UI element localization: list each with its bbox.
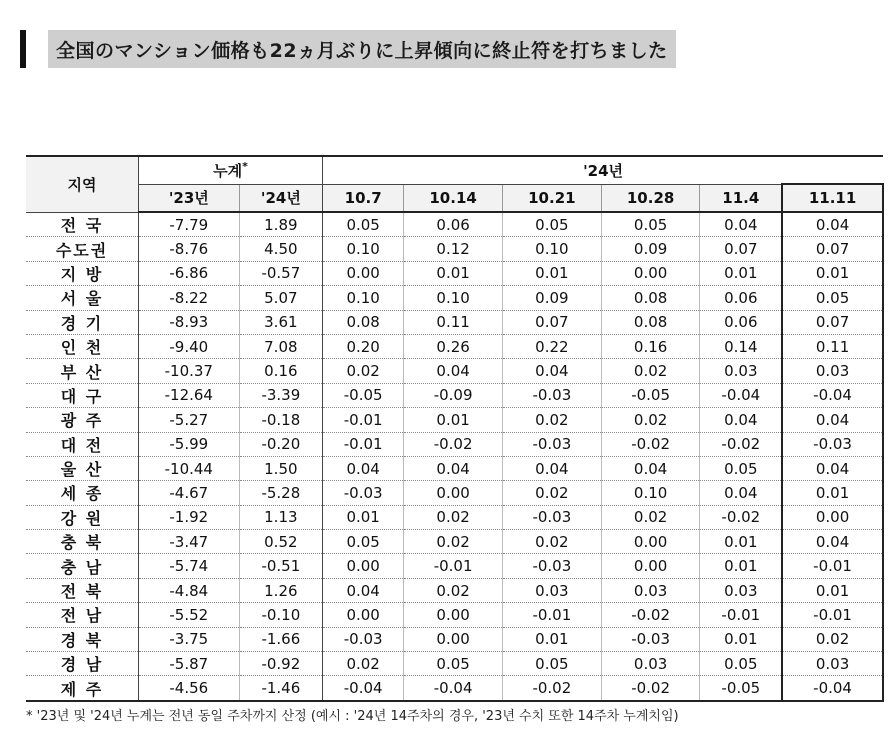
weekly-change-cell: 0.04: [700, 481, 782, 505]
weekly-change-cell: 0.02: [404, 530, 503, 554]
weekly-change-cell: 0.03: [700, 359, 782, 383]
weekly-change-cell: 0.02: [404, 578, 503, 602]
weekly-change-cell: 0.01: [782, 578, 883, 602]
weekly-change-cell: -0.04: [782, 383, 883, 407]
weekly-change-cell: 0.10: [323, 237, 404, 261]
weekly-change-cell: -0.03: [323, 481, 404, 505]
weekly-change-cell: 0.01: [700, 261, 782, 285]
region-cell: 서 울: [26, 286, 139, 310]
weekly-change-cell: -0.01: [323, 432, 404, 456]
week-col-header: 10.14: [404, 184, 503, 212]
weekly-change-cell: -0.02: [700, 505, 782, 529]
weekly-change-cell: 0.00: [404, 627, 503, 651]
table-row: [26, 554, 883, 578]
weekly-change-cell: 0.03: [700, 578, 782, 602]
weekly-change-cell: 0.26: [404, 334, 503, 358]
weekly-change-cell: 0.05: [323, 530, 404, 554]
cumulative-23-cell: -5.87: [139, 652, 240, 676]
region-cell: 충 남: [26, 554, 139, 578]
cumulative-header-label: 누계: [213, 161, 243, 180]
cumulative-24-cell: 1.50: [239, 456, 323, 480]
weekly-change-cell: -0.01: [323, 408, 404, 432]
weekly-change-cell: 0.02: [601, 359, 700, 383]
weekly-change-cell: 0.01: [782, 261, 883, 285]
weekly-change-cell: 0.20: [323, 334, 404, 358]
weekly-change-cell: 0.02: [323, 652, 404, 676]
week-col-header: 11.4: [700, 184, 782, 212]
table-row: [26, 237, 883, 261]
cumulative-24-cell: 7.08: [239, 334, 323, 358]
table-row: [26, 383, 883, 407]
weekly-change-cell: -0.01: [782, 554, 883, 578]
cumulative-24-cell: -0.51: [239, 554, 323, 578]
region-cell: 대 구: [26, 383, 139, 407]
cumulative-23-cell: -4.84: [139, 578, 240, 602]
cumulative-23-cell: -5.27: [139, 408, 240, 432]
weekly-change-cell: 0.08: [601, 310, 700, 334]
weekly-change-cell: 0.10: [404, 286, 503, 310]
weekly-change-cell: 0.02: [323, 359, 404, 383]
cumulative-23-cell: -3.47: [139, 530, 240, 554]
table-row: [26, 530, 883, 554]
weekly-change-cell: -0.01: [782, 603, 883, 627]
weekly-change-cell: -0.09: [404, 383, 503, 407]
table-row: [26, 310, 883, 334]
region-cell: 제 주: [26, 676, 139, 701]
weekly-change-cell: 0.14: [700, 334, 782, 358]
table-row: [26, 676, 883, 701]
table-row: [26, 286, 883, 310]
weekly-change-cell: 0.04: [502, 456, 601, 480]
cumulative-23-cell: -3.75: [139, 627, 240, 651]
weekly-change-cell: -0.02: [601, 676, 700, 701]
weekly-change-cell: 0.05: [700, 652, 782, 676]
cumulative-23-cell: -4.56: [139, 676, 240, 701]
week-col-header: 10.28: [601, 184, 700, 212]
region-cell: 경 북: [26, 627, 139, 651]
cumulative-footnote-mark: *: [242, 159, 248, 173]
table-row: [26, 603, 883, 627]
title-block: [20, 30, 676, 68]
weekly-change-cell: -0.04: [323, 676, 404, 701]
weekly-change-cell: 0.04: [782, 408, 883, 432]
weekly-change-cell: 0.03: [601, 578, 700, 602]
weekly-change-cell: 0.00: [601, 261, 700, 285]
weekly-change-cell: 0.00: [601, 554, 700, 578]
weekly-change-cell: 0.07: [700, 237, 782, 261]
weekly-change-cell: 0.08: [323, 310, 404, 334]
region-cell: 강 원: [26, 505, 139, 529]
weekly-change-cell: -0.03: [782, 432, 883, 456]
weekly-change-cell: 0.05: [323, 212, 404, 237]
cumulative-23-cell: -5.99: [139, 432, 240, 456]
table-header-row-2: [26, 184, 883, 212]
weekly-change-cell: 0.00: [323, 554, 404, 578]
weekly-change-cell: -0.03: [502, 432, 601, 456]
weekly-change-cell: 0.03: [782, 652, 883, 676]
weekly-change-cell: 0.02: [782, 627, 883, 651]
weekly-change-cell: -0.02: [404, 432, 503, 456]
cumulative-col-header: '24년: [239, 184, 323, 212]
footnote: * '23년 및 '24년 누계는 전년 동일 주차까지 산정 (예시 : '24년 14주차의 경우, '23년 수치 또한 14주차 누계치임): [26, 709, 679, 724]
table-header-row-1: [26, 156, 883, 184]
weekly-change-cell: -0.04: [700, 383, 782, 407]
cumulative-23-cell: -5.52: [139, 603, 240, 627]
weekly-change-cell: 0.02: [502, 408, 601, 432]
weekly-change-cell: 0.02: [601, 408, 700, 432]
cumulative-23-cell: -8.93: [139, 310, 240, 334]
cumulative-24-cell: -0.57: [239, 261, 323, 285]
weekly-change-cell: 0.06: [700, 310, 782, 334]
region-cell: 광 주: [26, 408, 139, 432]
table-row: [26, 432, 883, 456]
table-row: [26, 334, 883, 358]
weekly-change-cell: 0.12: [404, 237, 503, 261]
weekly-change-cell: -0.04: [404, 676, 503, 701]
weekly-change-cell: 0.00: [323, 603, 404, 627]
weekly-change-cell: -0.01: [700, 603, 782, 627]
weekly-change-cell: 0.02: [502, 481, 601, 505]
weekly-change-cell: 0.01: [323, 505, 404, 529]
weekly-change-cell: -0.02: [502, 676, 601, 701]
weekly-change-cell: 0.03: [502, 578, 601, 602]
cumulative-24-cell: -3.39: [239, 383, 323, 407]
cumulative-24-cell: -0.20: [239, 432, 323, 456]
weekly-change-cell: 0.03: [601, 652, 700, 676]
weekly-change-cell: 0.01: [782, 481, 883, 505]
region-cell: 수도권: [26, 237, 139, 261]
weekly-change-cell: 0.11: [404, 310, 503, 334]
weekly-change-cell: 0.00: [601, 530, 700, 554]
weekly-change-cell: 0.04: [700, 212, 782, 237]
table-row: [26, 578, 883, 602]
weekly-change-cell: -0.03: [323, 627, 404, 651]
weekly-change-cell: 0.04: [782, 212, 883, 237]
cumulative-23-cell: -8.22: [139, 286, 240, 310]
year-group-header: '24년: [323, 156, 883, 184]
cumulative-24-cell: 5.07: [239, 286, 323, 310]
cumulative-23-cell: -6.86: [139, 261, 240, 285]
cumulative-24-cell: 1.89: [239, 212, 323, 237]
region-cell: 대 전: [26, 432, 139, 456]
weekly-change-cell: 0.00: [323, 261, 404, 285]
weekly-change-cell: 0.10: [502, 237, 601, 261]
weekly-change-cell: 0.04: [404, 456, 503, 480]
weekly-change-cell: 0.09: [601, 237, 700, 261]
week-col-header: 10.21: [502, 184, 601, 212]
region-cell: 세 종: [26, 481, 139, 505]
weekly-change-cell: 0.05: [502, 652, 601, 676]
table-row: [26, 627, 883, 651]
weekly-change-cell: 0.05: [700, 456, 782, 480]
cumulative-23-cell: -4.67: [139, 481, 240, 505]
cumulative-23-cell: -7.79: [139, 212, 240, 237]
region-cell: 인 천: [26, 334, 139, 358]
region-header: 지역: [26, 156, 139, 212]
cumulative-23-cell: -5.74: [139, 554, 240, 578]
weekly-change-cell: 0.02: [502, 530, 601, 554]
weekly-change-cell: 0.04: [323, 456, 404, 480]
weekly-change-cell: 0.11: [782, 334, 883, 358]
weekly-change-cell: 0.01: [502, 261, 601, 285]
cumulative-23-cell: -10.44: [139, 456, 240, 480]
weekly-change-cell: -0.05: [323, 383, 404, 407]
weekly-change-cell: 0.05: [782, 286, 883, 310]
weekly-change-cell: -0.01: [404, 554, 503, 578]
weekly-change-cell: 0.05: [404, 652, 503, 676]
week-col-header: 11.11: [782, 184, 883, 212]
weekly-change-cell: 0.09: [502, 286, 601, 310]
table-row: [26, 261, 883, 285]
cumulative-col-header: '23년: [139, 184, 240, 212]
table-row: [26, 481, 883, 505]
price-change-table: [26, 155, 884, 702]
page-title: 全国のマンション価格も22ヵ月ぶりに上昇傾向に終止符を打ちました: [48, 30, 676, 68]
cumulative-24-cell: 4.50: [239, 237, 323, 261]
weekly-change-cell: 0.10: [601, 481, 700, 505]
cumulative-24-cell: 0.52: [239, 530, 323, 554]
table-row: [26, 652, 883, 676]
weekly-change-cell: 0.07: [782, 310, 883, 334]
weekly-change-cell: 0.04: [323, 578, 404, 602]
weekly-change-cell: -0.03: [502, 383, 601, 407]
weekly-change-cell: 0.06: [404, 212, 503, 237]
weekly-change-cell: 0.03: [782, 359, 883, 383]
weekly-change-cell: 0.00: [404, 481, 503, 505]
table-body: [26, 212, 883, 701]
cumulative-header: [139, 156, 323, 184]
weekly-change-cell: 0.04: [601, 456, 700, 480]
weekly-change-cell: -0.03: [502, 554, 601, 578]
table-row: [26, 359, 883, 383]
weekly-change-cell: -0.01: [502, 603, 601, 627]
region-cell: 전 남: [26, 603, 139, 627]
weekly-change-cell: 0.00: [404, 603, 503, 627]
weekly-change-cell: 0.08: [601, 286, 700, 310]
cumulative-24-cell: 1.13: [239, 505, 323, 529]
table-row: [26, 408, 883, 432]
weekly-change-cell: 0.05: [601, 212, 700, 237]
weekly-change-cell: -0.03: [502, 505, 601, 529]
weekly-change-cell: 0.04: [404, 359, 503, 383]
weekly-change-cell: -0.03: [601, 627, 700, 651]
region-cell: 전 국: [26, 212, 139, 237]
weekly-change-cell: -0.02: [601, 432, 700, 456]
cumulative-24-cell: -1.66: [239, 627, 323, 651]
weekly-change-cell: 0.01: [502, 627, 601, 651]
weekly-change-cell: 0.01: [404, 408, 503, 432]
weekly-change-cell: 0.10: [323, 286, 404, 310]
weekly-change-cell: -0.02: [700, 432, 782, 456]
region-cell: 경 남: [26, 652, 139, 676]
weekly-change-cell: 0.01: [404, 261, 503, 285]
weekly-change-cell: 0.04: [782, 530, 883, 554]
cumulative-23-cell: -1.92: [139, 505, 240, 529]
weekly-change-cell: -0.04: [782, 676, 883, 701]
weekly-change-cell: 0.07: [782, 237, 883, 261]
weekly-change-cell: 0.16: [601, 334, 700, 358]
weekly-change-cell: 0.02: [404, 505, 503, 529]
cumulative-23-cell: -9.40: [139, 334, 240, 358]
cumulative-24-cell: -0.92: [239, 652, 323, 676]
cumulative-23-cell: -12.64: [139, 383, 240, 407]
title-accent-bar: [20, 30, 26, 68]
table-row: [26, 212, 883, 237]
region-cell: 울 산: [26, 456, 139, 480]
weekly-change-cell: -0.05: [601, 383, 700, 407]
cumulative-23-cell: -10.37: [139, 359, 240, 383]
weekly-change-cell: 0.22: [502, 334, 601, 358]
table-row: [26, 505, 883, 529]
region-cell: 전 북: [26, 578, 139, 602]
weekly-change-cell: 0.05: [502, 212, 601, 237]
weekly-change-cell: 0.01: [700, 627, 782, 651]
cumulative-24-cell: 1.26: [239, 578, 323, 602]
cumulative-23-cell: -8.76: [139, 237, 240, 261]
weekly-change-cell: -0.05: [700, 676, 782, 701]
cumulative-24-cell: 0.16: [239, 359, 323, 383]
weekly-change-cell: 0.07: [502, 310, 601, 334]
weekly-change-cell: 0.01: [700, 554, 782, 578]
weekly-change-cell: 0.01: [700, 530, 782, 554]
table-row: [26, 456, 883, 480]
weekly-change-cell: 0.04: [502, 359, 601, 383]
cumulative-24-cell: -0.18: [239, 408, 323, 432]
week-col-header: 10.7: [323, 184, 404, 212]
cumulative-24-cell: -1.46: [239, 676, 323, 701]
region-cell: 충 북: [26, 530, 139, 554]
region-cell: 부 산: [26, 359, 139, 383]
weekly-change-cell: 0.04: [782, 456, 883, 480]
cumulative-24-cell: -0.10: [239, 603, 323, 627]
weekly-change-cell: -0.02: [601, 603, 700, 627]
region-cell: 경 기: [26, 310, 139, 334]
weekly-change-cell: 0.04: [700, 408, 782, 432]
region-cell: 지 방: [26, 261, 139, 285]
weekly-change-cell: 0.02: [601, 505, 700, 529]
cumulative-24-cell: 3.61: [239, 310, 323, 334]
weekly-change-cell: 0.06: [700, 286, 782, 310]
cumulative-24-cell: -5.28: [239, 481, 323, 505]
weekly-change-cell: 0.00: [782, 505, 883, 529]
